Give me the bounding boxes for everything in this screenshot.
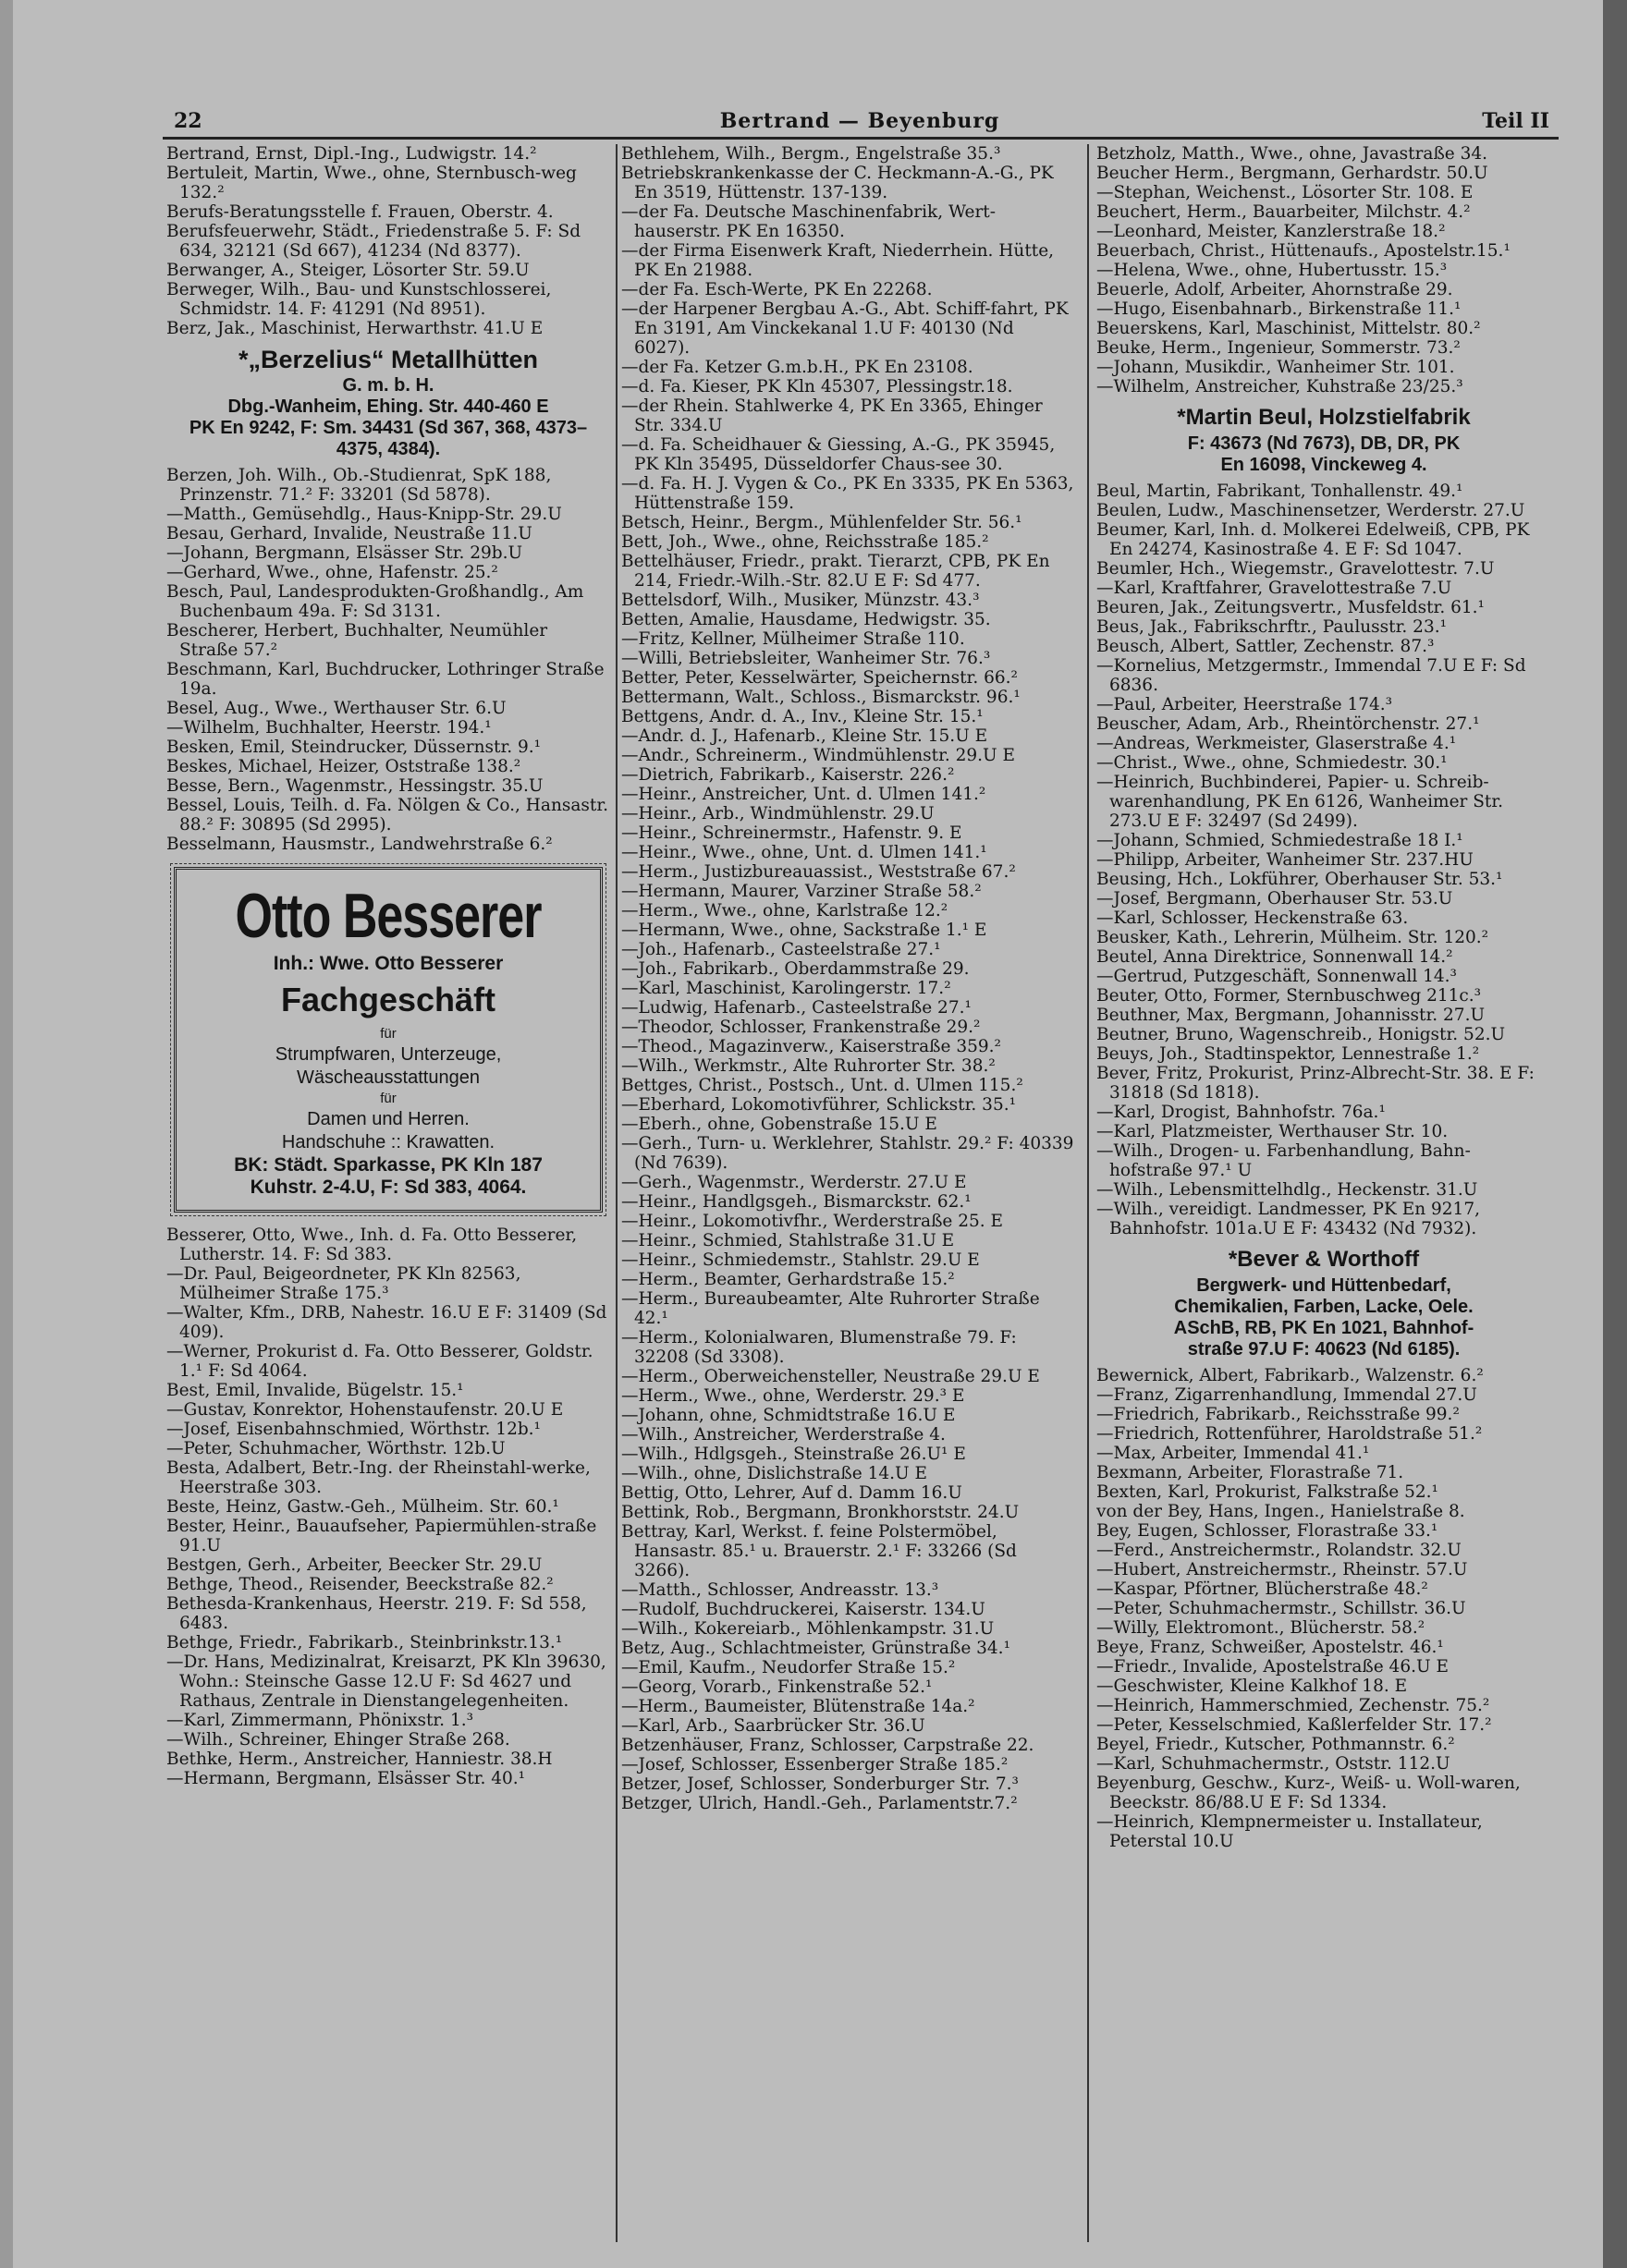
directory-entry: —Heinr., Wwe., ohne, Unt. d. Ulmen 141.¹ bbox=[621, 843, 987, 862]
directory-entry: —Karl, Arb., Saarbrücker Str. 36.U bbox=[621, 1716, 925, 1736]
directory-entry: —Wilh., vereidigt. Landmesser, PK En 9217, Bahnhofstr. 101a.U E F: 43432 (Nd 7932). bbox=[1096, 1200, 1480, 1238]
directory-entry: —Heinrich, Klempnermeister u. Installateur, Peterstal 10.U bbox=[1096, 1812, 1483, 1851]
advert-products: Strumpfwaren, Unterzeuge, Wäscheausstattungen bbox=[275, 1044, 502, 1088]
directory-entry: —Peter, Schuhmacher, Wörthstr. 12b.U bbox=[166, 1439, 506, 1458]
directory-entry: Bestgen, Gerh., Arbeiter, Beecker Str. 29.U bbox=[166, 1555, 543, 1575]
directory-entry: Bettray, Karl, Werkst. f. feine Polstermöbel, Hansastr. 85.¹ u. Brauerstr. 2.¹ F: 33266 (Sd 3266). bbox=[621, 1522, 1017, 1580]
directory-entry: Bexmann, Arbeiter, Florastraße 71. bbox=[1096, 1463, 1404, 1482]
directory-entry: Bertuleit, Martin, Wwe., ohne, Sternbusch-weg 132.² bbox=[166, 164, 577, 202]
directory-entry: Bettermann, Walt., Schloss., Bismarckstr. 96.¹ bbox=[621, 688, 1021, 707]
directory-entry: Bethke, Herm., Anstreicher, Hanniestr. 38.H bbox=[166, 1750, 553, 1769]
directory-entry: Bester, Heinr., Bauaufseher, Papiermühlen-straße 91.U bbox=[166, 1517, 597, 1555]
entry-list bbox=[166, 466, 610, 854]
directory-entry: —d. Fa. Scheidhauer & Giessing, A.-G., PK 35945, PK Kln 35495, Düsseldorfer Chaus-see 30. bbox=[621, 435, 1056, 474]
directory-entry: —Heinr., Schmied, Stahlstraße 31.U E bbox=[621, 1231, 955, 1250]
header-rule bbox=[163, 137, 1559, 140]
column-2 bbox=[621, 144, 1074, 2242]
directory-entry: —Herm., Justizbureauassist., Weststraße 67.² bbox=[621, 862, 1016, 882]
directory-entry: Bettgens, Andr. d. A., Inv., Kleine Str. 15.¹ bbox=[621, 707, 984, 726]
directory-entry: Betsch, Heinr., Bergm., Mühlenfelder Str. 56.¹ bbox=[621, 513, 1022, 532]
directory-entry: Betz, Aug., Schlachtmeister, Grünstraße 34.¹ bbox=[621, 1639, 1010, 1658]
directory-entry: Beuys, Joh., Stadtinspektor, Lennestraße 1.² bbox=[1096, 1044, 1480, 1064]
advert-line: G. m. b. H. bbox=[342, 375, 434, 396]
directory-entry: Bethge, Theod., Reisender, Beeckstraße 82.² bbox=[166, 1575, 554, 1594]
directory-entry: —Wilh., Lebensmittelhdlg., Heckenstr. 31.U bbox=[1096, 1180, 1478, 1200]
directory-entry: Beumer, Karl, Inh. d. Molkerei Edelweiß, CPB, PK En 24274, Kasinostraße 4. E F: Sd 1047. bbox=[1096, 520, 1530, 559]
directory-entry: Beutel, Anna Direktrice, Sonnenwall 14.² bbox=[1096, 947, 1453, 967]
directory-entry: —Fritz, Kellner, Mülheimer Straße 110. bbox=[621, 629, 965, 649]
directory-entry: —Heinr., Lokomotivfhr., Werderstraße 25. E bbox=[621, 1212, 1004, 1231]
directory-entry: —Gustav, Konrektor, Hohenstaufenstr. 20.U E bbox=[166, 1400, 564, 1420]
directory-entry: Beuchert, Herm., Bauarbeiter, Milchstr. 4.² bbox=[1096, 202, 1471, 222]
directory-entry: —Geschwister, Kleine Kalkhof 18. E bbox=[1096, 1677, 1408, 1696]
directory-entry: —Wilhelm, Buchhalter, Heerstr. 194.¹ bbox=[166, 718, 492, 738]
directory-entry: —Wilh., ohne, Dislichstraße 14.U E bbox=[621, 1464, 927, 1483]
directory-entry: Berwanger, A., Steiger, Lösorter Str. 59.U bbox=[166, 261, 530, 280]
directory-entry: —Kornelius, Metzgermstr., Immendal 7.U E F: Sd 6836. bbox=[1096, 656, 1526, 695]
column-1 bbox=[166, 144, 610, 2242]
directory-entry: Bettig, Otto, Lehrer, Auf d. Damm 16.U bbox=[621, 1483, 962, 1503]
advert-owner: Inh.: Wwe. Otto Besserer bbox=[273, 953, 504, 974]
scan-edge-right bbox=[1603, 0, 1627, 2268]
directory-entry: —Herm., Kolonialwaren, Blumenstraße 79. F: 32208 (Sd 3308). bbox=[621, 1328, 1017, 1367]
directory-entry: —Joh., Hafenarb., Casteelstraße 27.¹ bbox=[621, 940, 941, 959]
directory-entry: —Hubert, Anstreichermstr., Rheinstr. 57.U bbox=[1096, 1560, 1468, 1579]
advert-address: Kuhstr. 2-4.U, F: Sd 383, 4064. bbox=[250, 1177, 527, 1198]
directory-entry: —Heinr., Schmiedemstr., Stahlstr. 29.U E bbox=[621, 1250, 980, 1270]
advert-business: Fachgeschäft bbox=[280, 981, 496, 1018]
directory-entry: —Dr. Paul, Beigeordneter, PK Kln 82563, Mülheimer Straße 175.³ bbox=[166, 1264, 521, 1303]
directory-entry: —Herm., Beamter, Gerhardstraße 15.² bbox=[621, 1270, 955, 1289]
directory-entry: —Philipp, Arbeiter, Wanheimer Str. 237.HU bbox=[1096, 850, 1474, 870]
directory-entry: —der Fa. Ketzer G.m.b.H., PK En 23108. bbox=[621, 358, 973, 377]
directory-entry: —Karl, Kraftfahrer, Gravelottestraße 7.U bbox=[1096, 579, 1452, 598]
directory-entry: —Heinr., Handlgsgeh., Bismarckstr. 62.¹ bbox=[621, 1192, 972, 1212]
directory-entry: —Wilh., Anstreicher, Werderstraße 4. bbox=[621, 1425, 946, 1445]
directory-entry: —Theodor, Schlosser, Frankenstraße 29.² bbox=[621, 1018, 981, 1037]
advert-fuer: für bbox=[380, 1091, 397, 1106]
directory-entry: —Wilhelm, Anstreicher, Kuhstraße 23/25.³ bbox=[1096, 377, 1463, 396]
directory-entry: Besta, Adalbert, Betr.-Ing. der Rheinstahl-werke, Heerstraße 303. bbox=[166, 1458, 591, 1497]
directory-entry: —Gertrud, Putzgeschäft, Sonnenwall 14.³ bbox=[1096, 967, 1457, 986]
directory-entry: Bewernick, Albert, Fabrikarb., Walzenstr. 6.² bbox=[1096, 1366, 1484, 1385]
advert-berzelius bbox=[166, 344, 610, 460]
directory-entry: —Friedrich, Rottenführer, Haroldstraße 51.² bbox=[1096, 1424, 1483, 1444]
directory-entry: Beuerle, Adolf, Arbeiter, Ahornstraße 29. bbox=[1096, 280, 1453, 299]
directory-entry: —Wilh., Kokereiarb., Möhlenkampstr. 31.U bbox=[621, 1619, 995, 1639]
directory-entry: —der Firma Eisenwerk Kraft, Niederrhein. Hütte, PK En 21988. bbox=[621, 241, 1055, 280]
directory-entry: Best, Emil, Invalide, Bügelstr. 15.¹ bbox=[166, 1381, 464, 1400]
directory-entry: —Wilh., Schreiner, Ehinger Straße 268. bbox=[166, 1730, 510, 1750]
directory-entry: Beuerbach, Christ., Hüttenaufs., Apostelstr.15.¹ bbox=[1096, 241, 1511, 261]
page-header bbox=[166, 109, 1553, 140]
directory-entry: —Herm., Baumeister, Blütenstraße 14a.² bbox=[621, 1697, 975, 1716]
directory-entry: —Dr. Hans, Medizinalrat, Kreisarzt, PK Kln 39630, Wohn.: Steinsche Gasse 12.U F: Sd 4627 und Rathaus, Zentrale in Dienstangelegenheiten. bbox=[166, 1652, 606, 1711]
directory-entry: Beste, Heinz, Gastw.-Geh., Mülheim. Str. 60.¹ bbox=[166, 1497, 559, 1517]
directory-entry: —Herm., Wwe., ohne, Werderstr. 29.³ E bbox=[621, 1386, 965, 1406]
directory-entry: Beusch, Albert, Sattler, Zechenstr. 87.³ bbox=[1096, 637, 1435, 656]
entry-list bbox=[166, 1225, 610, 1788]
directory-entry: —Helena, Wwe., ohne, Hubertusstr. 15.³ bbox=[1096, 261, 1448, 280]
directory-entry: —d. Fa. Kieser, PK Kln 45307, Plessingstr.18. bbox=[621, 377, 1013, 396]
advert-line: Chemikalien, Farben, Lacke, Oele. bbox=[1174, 1297, 1474, 1317]
directory-entry: Bethlehem, Wilh., Bergm., Engelstraße 35.³ bbox=[621, 144, 1001, 164]
advert-fuer: für bbox=[380, 1026, 397, 1042]
directory-entry: —Heinrich, Hammerschmied, Zechenstr. 75.² bbox=[1096, 1696, 1490, 1715]
directory-entry: Besken, Emil, Steindrucker, Düssernstr. 9.¹ bbox=[166, 738, 542, 757]
directory-entry: —Josef, Schlosser, Essenberger Straße 185.² bbox=[621, 1755, 1009, 1774]
directory-entry: Berzen, Joh. Wilh., Ob.-Studienrat, SpK 188, Prinzenstr. 71.² F: 33201 (Sd 5878). bbox=[166, 466, 552, 505]
directory-entry: Bettges, Christ., Postsch., Unt. d. Ulmen 115.² bbox=[621, 1076, 1023, 1095]
directory-entry: Beuke, Herm., Ingenieur, Sommerstr. 73.² bbox=[1096, 338, 1461, 358]
directory-entry: Bett, Joh., Wwe., ohne, Reichsstraße 185.² bbox=[621, 532, 989, 552]
directory-entry: —Paul, Arbeiter, Heerstraße 174.³ bbox=[1096, 695, 1393, 714]
directory-entry: Bettink, Rob., Bergmann, Bronkhorststr. 24.U bbox=[621, 1503, 1020, 1522]
page-range: Bertrand — Beyenburg bbox=[719, 109, 1000, 133]
directory-entry: Betzer, Josef, Schlosser, Sonderburger Str. 7.³ bbox=[621, 1774, 1019, 1794]
directory-entry: Betten, Amalie, Hausdame, Hedwigstr. 35. bbox=[621, 610, 991, 629]
entry-list bbox=[1096, 144, 1551, 396]
directory-entry: Bexten, Karl, Prokurist, Falkstraße 52.¹ bbox=[1096, 1482, 1438, 1502]
directory-entry: —Heinr., Arb., Windmühlenstr. 29.U bbox=[621, 804, 935, 823]
directory-entry: —Andreas, Werkmeister, Glaserstraße 4.¹ bbox=[1096, 734, 1457, 753]
directory-entry: —Leonhard, Meister, Kanzlerstraße 18.² bbox=[1096, 222, 1446, 241]
directory-entry: —Herm., Wwe., ohne, Karlstraße 12.² bbox=[621, 901, 948, 921]
directory-entry: —der Rhein. Stahlwerke 4, PK En 3365, Ehinger Str. 334.U bbox=[621, 396, 1043, 435]
advert-besserer bbox=[174, 867, 603, 1213]
directory-entry: —Heinr., Anstreicher, Unt. d. Ulmen 141.² bbox=[621, 785, 986, 804]
directory-entry: Beuthner, Max, Bergmann, Johannisstr. 27.U bbox=[1096, 1006, 1486, 1025]
directory-entry: Betriebskrankenkasse der C. Heckmann-A.-G., PK En 3519, Hüttenstr. 137-139. bbox=[621, 164, 1054, 202]
entry-list bbox=[621, 144, 1074, 1813]
directory-entry: —Emil, Kaufm., Neudorfer Straße 15.² bbox=[621, 1658, 956, 1677]
directory-entry: —Georg, Vorarb., Finkenstraße 52.¹ bbox=[621, 1677, 933, 1697]
page-number: 22 bbox=[174, 109, 202, 133]
directory-entry: Bethge, Friedr., Fabrikarb., Steinbrinkstr.13.¹ bbox=[166, 1633, 563, 1652]
directory-entry: —Herm., Oberweichensteller, Neustraße 29.U E bbox=[621, 1367, 1040, 1386]
directory-entry: —Werner, Prokurist d. Fa. Otto Besserer, Goldstr. 1.¹ F: Sd 4064. bbox=[166, 1342, 593, 1381]
directory-entry: —der Harpener Bergbau A.-G., Abt. Schiff-fahrt, PK En 3191, Am Vinckekanal 1.U F: 40130 (Nd 6027). bbox=[621, 299, 1069, 358]
directory-entry: —Matth., Schlosser, Andreasstr. 13.³ bbox=[621, 1580, 939, 1600]
advert-title: *Bever & Worthoff bbox=[1228, 1247, 1420, 1272]
directory-entry: —Heinr., Schreinermstr., Hafenstr. 9. E bbox=[621, 823, 962, 843]
directory-entry: Beusing, Hch., Lokführer, Oberhauser Str. 53.¹ bbox=[1096, 870, 1503, 889]
directory-entry: —Friedr., Invalide, Apostelstraße 46.U E bbox=[1096, 1657, 1449, 1677]
directory-entry: Bey, Eugen, Schlosser, Florastraße 33.¹ bbox=[1096, 1521, 1438, 1541]
directory-entry: —Ludwig, Hafenarb., Casteelstraße 27.¹ bbox=[621, 998, 972, 1018]
directory-entry: —Willy, Elektromont., Blücherstr. 58.² bbox=[1096, 1618, 1425, 1638]
directory-entry: —Gerh., Turn- u. Werklehrer, Stahlstr. 29.² F: 40339 (Nd 7639). bbox=[621, 1134, 1074, 1173]
directory-entry: —Ferd., Anstreichermstr., Rolandstr. 32.U bbox=[1096, 1541, 1462, 1560]
directory-entry: —Wilh., Drogen- u. Farbenhandlung, Bahn-hofstraße 97.¹ U bbox=[1096, 1141, 1471, 1180]
directory-entry: Beskes, Michael, Heizer, Oststraße 138.² bbox=[166, 757, 521, 776]
directory-entry: Besselmann, Hausmstr., Landwehrstraße 6.² bbox=[166, 835, 553, 854]
advert-bank: BK: Städt. Sparkasse, PK Kln 187 bbox=[234, 1154, 543, 1176]
directory-entry: —Wilh., Hdlgsgeh., Steinstraße 26.U¹ E bbox=[621, 1445, 966, 1464]
directory-entry: Beus, Jak., Fabrikschrftr., Paulusstr. 23.¹ bbox=[1096, 617, 1448, 637]
directory-entry: Beutner, Bruno, Wagenschreib., Honigstr. 52.U bbox=[1096, 1025, 1506, 1044]
directory-entry: —Dietrich, Fabrikarb., Kaiserstr. 226.² bbox=[621, 765, 955, 785]
directory-entry: —Karl, Maschinist, Karolingerstr. 17.² bbox=[621, 979, 951, 998]
directory-entry: Berufs-Beratungsstelle f. Frauen, Oberstr. 4. bbox=[166, 202, 554, 222]
entry-list bbox=[1096, 1366, 1551, 1851]
directory-entry: —Josef, Bergmann, Oberhauser Str. 53.U bbox=[1096, 889, 1453, 908]
page-part: Teil II bbox=[1482, 109, 1549, 133]
directory-entry: —Hermann, Bergmann, Elsässer Str. 40.¹ bbox=[166, 1769, 526, 1788]
directory-entry: Bescherer, Herbert, Buchhalter, Neumühler Straße 57.² bbox=[166, 621, 548, 660]
directory-entry: —Andr. d. J., Hafenarb., Kleine Str. 15.U E bbox=[621, 726, 988, 746]
directory-entry: Besch, Paul, Landesprodukten-Großhandlg., Am Buchenbaum 49a. F: Sd 3131. bbox=[166, 582, 584, 621]
directory-entry: —Eberh., ohne, Gobenstraße 15.U E bbox=[621, 1115, 937, 1134]
advert-line: En 16098, Vinckeweg 4. bbox=[1220, 455, 1427, 475]
advert-line: Dbg.-Wanheim, Ehing. Str. 440-460 E bbox=[227, 396, 549, 417]
directory-entry: Betzenhäuser, Franz, Schlosser, Carpstraße 22. bbox=[621, 1736, 1034, 1755]
directory-entry: —Friedrich, Fabrikarb., Reichsstraße 99.² bbox=[1096, 1405, 1460, 1424]
directory-entry: —Willi, Betriebsleiter, Wanheimer Str. 76.³ bbox=[621, 649, 991, 668]
advert-line: Bergwerk- und Hüttenbedarf, bbox=[1196, 1275, 1451, 1296]
directory-entry: —Andr., Schreinerm., Windmühlenstr. 29.U E bbox=[621, 746, 1016, 765]
directory-entry: —Karl, Zimmermann, Phönixstr. 1.³ bbox=[166, 1711, 474, 1730]
directory-entry: —Theod., Magazinverw., Kaiserstraße 359.² bbox=[621, 1037, 1001, 1056]
directory-entry: —Hugo, Eisenbahnarb., Birkenstraße 11.¹ bbox=[1096, 299, 1462, 319]
directory-entry: Besau, Gerhard, Invalide, Neustraße 11.U bbox=[166, 524, 532, 543]
entry-list bbox=[166, 144, 610, 338]
directory-entry: Betzger, Ulrich, Handl.-Geh., Parlamentstr.7.² bbox=[621, 1794, 1018, 1813]
directory-entry: Berz, Jak., Maschinist, Herwarthstr. 41.U E bbox=[166, 319, 544, 338]
advert-title: Otto Besserer bbox=[235, 882, 542, 952]
directory-entry: —Wilh., Werkmstr., Alte Ruhrorter Str. 38.² bbox=[621, 1056, 996, 1076]
advert-line: straße 97.U F: 40623 (Nd 6185). bbox=[1187, 1339, 1461, 1360]
directory-entry: Besel, Aug., Wwe., Werthauser Str. 6.U bbox=[166, 699, 507, 718]
advert-items: Handschuhe :: Krawatten. bbox=[281, 1132, 495, 1152]
directory-entry: —Christ., Wwe., ohne, Schmiedestr. 30.¹ bbox=[1096, 753, 1448, 773]
column-divider bbox=[616, 144, 618, 2242]
directory-entry: —Hermann, Maurer, Varziner Straße 58.² bbox=[621, 882, 982, 901]
directory-entry: Beyel, Friedr., Kutscher, Pothmannstr. 6.² bbox=[1096, 1735, 1455, 1754]
directory-entry: —Karl, Platzmeister, Werthauser Str. 10. bbox=[1096, 1122, 1449, 1141]
directory-entry: —Gerh., Wagenmstr., Werderstr. 27.U E bbox=[621, 1173, 967, 1192]
directory-entry: Beuerskens, Karl, Maschinist, Mittelstr. 80.² bbox=[1096, 319, 1481, 338]
directory-entry: —Peter, Kesselschmied, Kaßlerfelder Str. 17.² bbox=[1096, 1715, 1492, 1735]
directory-entry: —Johann, Schmied, Schmiedestraße 18 I.¹ bbox=[1096, 831, 1463, 850]
directory-entry: —Heinrich, Buchbinderei, Papier- u. Schreib-warenhandlung, PK En 6126, Wanheimer Str. 273.U E F: 32497 (Sd 2499). bbox=[1096, 773, 1504, 831]
directory-entry: Berweger, Wilh., Bau- und Kunstschlosserei, Schmidstr. 14. F: 41291 (Nd 8951). bbox=[166, 280, 552, 319]
directory-entry: Beul, Martin, Fabrikant, Tonhallenstr. 49.¹ bbox=[1096, 482, 1463, 501]
advert-title: *„Berzelius“ Metallhütten bbox=[238, 346, 539, 373]
directory-entry: —Max, Arbeiter, Immendal 41.¹ bbox=[1096, 1444, 1370, 1463]
directory-entry: —Franz, Zigarrenhandlung, Immendal 27.U bbox=[1096, 1385, 1477, 1405]
directory-entry: —Kaspar, Pförtner, Blücherstraße 48.² bbox=[1096, 1579, 1428, 1599]
directory-entry: von der Bey, Hans, Ingen., Hanielstraße 8. bbox=[1096, 1502, 1465, 1521]
advert-people: Damen und Herren. bbox=[307, 1109, 470, 1129]
column-divider bbox=[1087, 144, 1089, 2242]
directory-entry: Berufsfeuerwehr, Städt., Friedenstraße 5. F: Sd 634, 32121 (Sd 667), 41234 (Nd 8377). bbox=[166, 222, 581, 261]
directory-entry: Better, Peter, Kesselwärter, Speichernstr. 66.² bbox=[621, 668, 1018, 688]
directory-entry: Bethesda-Krankenhaus, Heerstr. 219. F: Sd 558, 6483. bbox=[166, 1594, 587, 1633]
directory-entry: Besserer, Otto, Wwe., Inh. d. Fa. Otto Besserer, Lutherstr. 14. F: Sd 383. bbox=[166, 1225, 578, 1264]
directory-entry: Beumler, Hch., Wiegemstr., Gravelottestr. 7.U bbox=[1096, 559, 1495, 579]
directory-entry: —Karl, Schlosser, Heckenstraße 63. bbox=[1096, 908, 1409, 928]
entry-list bbox=[1096, 482, 1551, 1238]
directory-entry: Bertrand, Ernst, Dipl.-Ing., Ludwigstr. 14.² bbox=[166, 144, 537, 164]
directory-entry: —Eberhard, Lokomotivführer, Schlickstr. 35.¹ bbox=[621, 1095, 1017, 1115]
directory-entry: —Gerhard, Wwe., ohne, Hafenstr. 25.² bbox=[166, 563, 498, 582]
directory-entry: Bessel, Louis, Teilh. d. Fa. Nölgen & Co., Hansastr. 88.² F: 30895 (Sd 2995). bbox=[166, 796, 609, 835]
directory-entry: —Hermann, Wwe., ohne, Sackstraße 1.¹ E bbox=[621, 921, 987, 940]
directory-entry: —Matth., Gemüsehdlg., Haus-Knipp-Str. 29.U bbox=[166, 505, 562, 524]
directory-entry: Beye, Franz, Schweißer, Apostelstr. 46.¹ bbox=[1096, 1638, 1444, 1657]
directory-entry: —Stephan, Weichenst., Lösorter Str. 108. E bbox=[1096, 183, 1474, 202]
advert-title: *Martin Beul, Holzstielfabrik bbox=[1177, 405, 1471, 430]
directory-entry: —Walter, Kfm., DRB, Nahestr. 16.U E F: 31409 (Sd 409). bbox=[166, 1303, 607, 1342]
directory-entry: —Johann, ohne, Schmidtstraße 16.U E bbox=[621, 1406, 956, 1425]
advert-line: F: 43673 (Nd 7673), DB, DR, PK bbox=[1187, 433, 1461, 454]
directory-entry: Besse, Bern., Wagenmstr., Hessingstr. 35.U bbox=[166, 776, 544, 796]
directory-entry: Betzholz, Matth., Wwe., ohne, Javastraße 34. bbox=[1096, 144, 1488, 164]
advert-beul bbox=[1096, 402, 1551, 476]
directory-entry: —Karl, Drogist, Bahnhofstr. 76a.¹ bbox=[1096, 1103, 1386, 1122]
directory-entry: Beucher Herm., Bergmann, Gerhardstr. 50.U bbox=[1096, 164, 1488, 183]
directory-entry: —der Fa. Deutsche Maschinenfabrik, Wert-hauserstr. PK En 16350. bbox=[621, 202, 996, 241]
directory-entry: Bettelsdorf, Wilh., Musiker, Münzstr. 43.³ bbox=[621, 591, 980, 610]
advert-line: PK En 9242, F: Sm. 34431 (Sd 367, 368, 4373–4375, 4384). bbox=[189, 418, 588, 459]
directory-entry: Beulen, Ludw., Maschinensetzer, Werderstr. 27.U bbox=[1096, 501, 1525, 520]
directory-entry: Bettelhäuser, Friedr., prakt. Tierarzt, CPB, PK En 214, Friedr.-Wilh.-Str. 82.U E F: Sd 477. bbox=[621, 552, 1050, 591]
directory-entry: —d. Fa. H. J. Vygen & Co., PK En 3335, PK En 5363, Hüttenstraße 159. bbox=[621, 474, 1074, 513]
directory-entry: —Peter, Schuhmachermstr., Schillstr. 36.U bbox=[1096, 1599, 1466, 1618]
directory-entry: Bever, Fritz, Prokurist, Prinz-Albrecht-Str. 38. E F: 31818 (Sd 1818). bbox=[1096, 1064, 1535, 1103]
directory-entry: —Joh., Fabrikarb., Oberdammstraße 29. bbox=[621, 959, 970, 979]
advert-line: ASchB, RB, PK En 1021, Bahnhof- bbox=[1173, 1318, 1474, 1338]
directory-entry: Beschmann, Karl, Buchdrucker, Lothringer Straße 19a. bbox=[166, 660, 605, 699]
directory-entry: —Rudolf, Buchdruckerei, Kaiserstr. 134.U bbox=[621, 1600, 985, 1619]
directory-entry: —Johann, Musikdir., Wanheimer Str. 101. bbox=[1096, 358, 1455, 377]
column-3 bbox=[1096, 144, 1551, 2242]
advert-bever bbox=[1096, 1244, 1551, 1360]
directory-entry: Beyenburg, Geschw., Kurz-, Weiß- u. Woll-waren, Beeckstr. 86/88.U E F: Sd 1334. bbox=[1096, 1774, 1521, 1812]
directory-entry: Beuscher, Adam, Arb., Rheintörchenstr. 27.¹ bbox=[1096, 714, 1480, 734]
directory-entry: —Josef, Eisenbahnschmied, Wörthstr. 12b.¹ bbox=[166, 1420, 541, 1439]
directory-entry: Beusker, Kath., Lehrerin, Mülheim. Str. 120.² bbox=[1096, 928, 1489, 947]
scan-edge-left bbox=[0, 0, 13, 2268]
directory-entry: —der Fa. Esch-Werte, PK En 22268. bbox=[621, 280, 933, 299]
directory-entry: Beuter, Otto, Former, Sternbuschweg 211c.³ bbox=[1096, 986, 1482, 1006]
directory-entry: —Karl, Schuhmachermstr., Oststr. 112.U bbox=[1096, 1754, 1450, 1774]
directory-entry: —Johann, Bergmann, Elsässer Str. 29b.U bbox=[166, 543, 523, 563]
directory-entry: Beuren, Jak., Zeitungsvertr., Musfeldstr. 61.¹ bbox=[1096, 598, 1485, 617]
directory-entry: —Herm., Bureaubeamter, Alte Ruhrorter Straße 42.¹ bbox=[621, 1289, 1040, 1328]
